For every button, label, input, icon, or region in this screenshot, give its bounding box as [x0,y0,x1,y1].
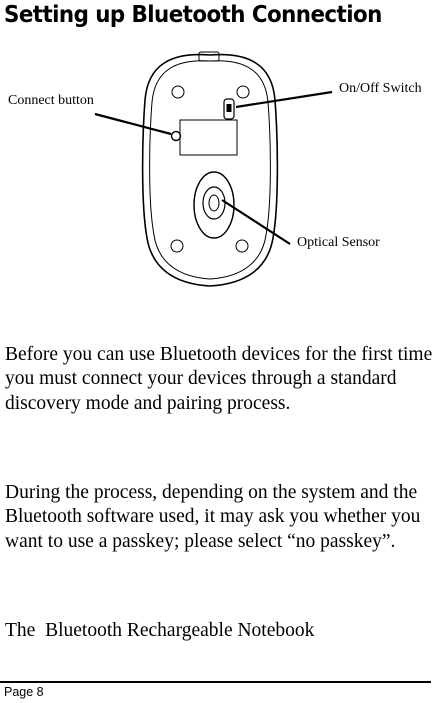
optical-sensor [203,187,225,219]
foot-top-right [237,86,249,98]
mouse-underside-diagram [0,44,437,304]
foot-top-left [172,86,184,98]
mouse-outer-shell [143,55,278,286]
on-off-switch-leader [236,92,332,107]
connect-button-label: Connect button [8,93,94,108]
connect-button-leader [95,114,171,134]
foot-bottom-left [171,240,183,252]
optical-sensor-label: Optical Sensor [297,235,380,250]
intro-paragraph: Before you can use Bluetooth devices for the first time you must connect your devices through a standard discovery mode and pairing process. [5,344,433,414]
page-number: Page 8 [4,685,44,699]
footer-divider [0,681,431,683]
optical-sensor-lens [209,195,219,211]
top-notch [199,52,219,61]
on-off-switch-knob [227,104,232,112]
mouse-inner-shell [150,61,271,279]
passkey-paragraph: During the process, depending on the system and the Bluetooth software used, it may ask you whether you want to use a passkey; please select “no passkey”. [5,482,421,552]
page-title: Setting up Bluetooth Connection [4,2,382,28]
optical-sensor-leader [222,200,290,244]
connect-button [172,132,181,141]
notebook-paragraph: The Bluetooth Rechargeable Notebook [5,620,315,641]
mouse-illustration [143,52,278,286]
foot-bottom-right [236,240,248,252]
label-plate [180,120,237,155]
on-off-switch-label: On/Off Switch [339,81,422,96]
